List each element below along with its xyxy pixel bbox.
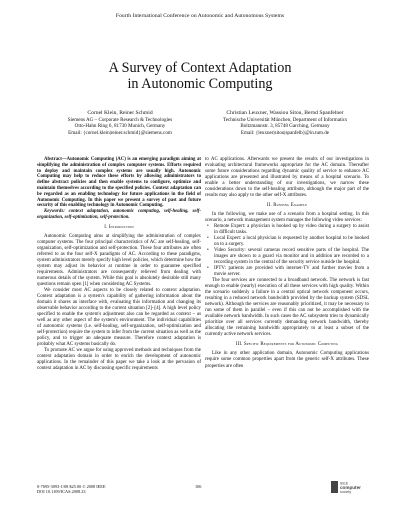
author-affiliation: Technische Universität München, Department of Informatics	[222, 116, 348, 123]
paper-title	[0, 60, 400, 92]
logo-text-computer: computer	[340, 485, 361, 490]
author-email: Email: {leuxner|sitou|spanfelb}@in.tum.de	[240, 129, 330, 136]
paragraph: Like in any other application domain, Autonomic Computing applications require some common properties apart from the generic self-X attributes. These properties are often	[205, 351, 369, 369]
author-names: Cornel Klein, Reiner Schmid	[87, 110, 153, 116]
author-names: Christian Leuxner, Wassiou Sitou, Bernd Spanfelner	[226, 110, 344, 116]
author-email: Email: {cornel.klein|reiner.schmid}@siemens.com	[68, 129, 172, 136]
copyright-footer	[37, 484, 106, 495]
author-group-left	[35, 110, 205, 136]
isbn-line: 0-7695-3093-1/08 $25.00 © 2008 IEEE	[37, 484, 106, 489]
page-number: 106	[195, 484, 202, 489]
list-item: • Video Security: several cameras record sensitive parts of the hospital. The images are shown to a guard via monitor and in addition are recorded to a recording system in the central of the security service outside the hospital.	[207, 248, 369, 266]
abstract: Abstract—Autonomic Computing (AC) is an emerging paradigm aiming at simplifying the administration of complex computer systems. Efforts required to deploy and maintain complex systems are usually high. Autonomic Computing may help to reduce these efforts by allowing administrators to define abstract policies and then enable systems to configure, optimize and maintain themselves according to the specified policies. Context adaptation can be regarded as an enabling technology for future applications in the field of Autonomic Computing. In this paper we present a survey of past and future security of this enabling technology in Autonomic Computing.	[37, 157, 201, 209]
logo-mark	[331, 481, 338, 493]
ieee-computer-society-logo	[331, 480, 365, 494]
author-address: Boltzmannstr. 3, 85748 Garching, Germany	[240, 123, 330, 130]
title-line-1: A Survey of Context Adaptation	[108, 60, 292, 76]
keywords: Keywords: context adaptation, autonomic computing, self-healing, self-organization, self-optimization, self-protection.	[37, 209, 201, 220]
list-item: • Local Expert: a local physician is requested by another hospital to be hooked on to a surgery.	[207, 236, 369, 248]
author-block	[0, 110, 400, 150]
title-line-2: in Autonomic Computing	[127, 76, 273, 92]
paragraph: In the following, we make use of a scenario from a hospital setting. In this scenario, a network management system manages the following video services:	[205, 212, 369, 224]
author-affiliation: Siemens AG – Corporate Research & Technologies	[67, 116, 173, 123]
paragraph: to AC applications. Afterwards we present the results of our investigations in evaluating architectural frameworks appropriate for the AC domain. Thereafter some future considerations regarding dynamic quality of service to enhance AC applications are presented and illustrated by means of a hospital scenario. To enable a better understanding of our investigations, we narrow these considerations down to the self-healing attribute, although the major part of the results may also apply to the other self-X attributes.	[205, 157, 369, 199]
list-item: • Remote Expert: a physician is hooked up by video during a surgery to assist in difficult tasks.	[207, 224, 369, 236]
section-heading: I. Introduction	[104, 224, 134, 230]
logo-text-ieee: IEEE	[340, 481, 349, 486]
right-column	[205, 157, 369, 370]
paragraph: Autonomic Computing aims at simplifying the administration of complex computer systems. The four principal characteristics of AC are self-healing, self-organization, self-optimization and self-protection. These four attributes are often referred to as the four self-X paradigms of AC. According to these paradigms, system administrators merely specify high level policies, which determine how the system may adjust its behavior at runtime in order to guarantee specified requirements. Administrators are consequently relieved from dealing with numerous details of the system. While this goal is absolutely desirable still many questions remain open [1] when considering AC Systems.	[37, 233, 201, 287]
section-heading: III. Specific Requirements for Autonomic Computing	[235, 342, 339, 348]
left-column	[37, 157, 201, 372]
paragraph: To promote AC we argue for using approved methods and techniques from the context adaptation domain in order to enrich the development of autonomic applications. In the remainder of this paper we take a look at the pervasion of context adaptation in AC by discussing specific requirements	[37, 348, 201, 372]
paragraph: The four services are connected to a broadband network. The network is fast enough to enable (nearly) execution of all these services with high quality. Within the scenario suddenly a failure in a central optical network component occurs, resulting in a reduced network bandwidth provided by the backup system (SDSL network). Although the services are reasonably prioritized, it may be necessary to run some of them in parallel – even if this can not be accomplished with the available network bandwidth. In such cases the AC subsystem tries to dynamically prioritize over all services currently demanding network bandwidth, thereby allocating the remaining bandwidth appropriately to at least a subset of the currently active network services.	[205, 278, 369, 338]
section-heading: II. Running Example	[266, 203, 308, 209]
author-address: Otto-Hahn Ring 6, 81730 Munich, Germany	[74, 123, 166, 130]
service-list	[205, 224, 369, 278]
paragraph: We consider most AC aspects to be closely related to context adaptation. Context adaptation is a system's capability of gathering information about the domain it shares an interface with, evaluating this information and changing its observable behavior according to the current situation [2]–[4]. A high level policy specified to enable the system's adjustment also can be regarded as context – as well as any other aspect of the system's environment. The individual capabilities of autonomic systems (i.e. self-healing, self-organization, self-optimization and self-protection) require the system to infer from the current situation as well as the policy, and to trigger an adequate measure. Therefore context adaptation is probably what AC systems basically do.	[37, 287, 201, 348]
logo-text-society: society	[340, 490, 352, 494]
author-group-right	[200, 110, 370, 136]
conference-header: Fourth International Conference on Autonomic and Autonomous Systems	[115, 13, 285, 19]
doi-line: DOI 10.1109/ICAS.2008.23	[37, 489, 86, 495]
list-item: • IPTV: patients are provided with internet-TV and further movies from a movie server.	[207, 266, 369, 278]
